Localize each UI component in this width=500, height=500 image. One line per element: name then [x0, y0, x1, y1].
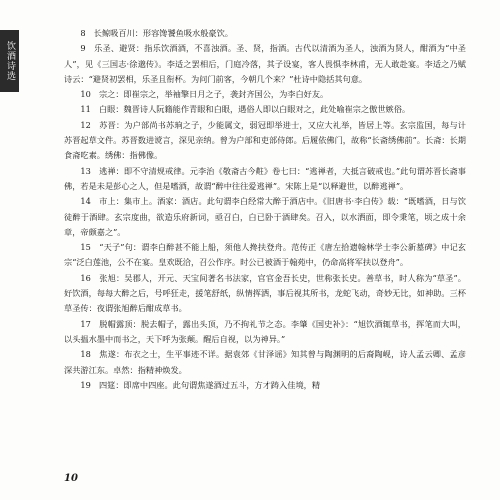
note-item: 15 “天子”句：谓李白醉甚不能上船，须他人搀扶登舟。范传正《唐左拾遗翰林学士李公新墓碑》中记玄宗“泛白莲池，公不在宴。皇欢既洽，召公作序。时公已被酒于翰苑中，仍命高将军扶以登舟”。	[64, 242, 466, 268]
note-item: 13 逃禅：即不守清规戒律。元李治《敬斋古今黈》卷七曰：“逃禅者，大抵言破戒也。”此句谓苏晋长斋事佛，若是未是彭心之人，但是嗜酒，故谓“醉中往往爱逃禅”。宋陈上是“以释避世，以醉逃禅”。	[64, 165, 466, 191]
annotation-notes	[64, 26, 466, 393]
note-item: 9 乐圣、避贤：指乐饮酒酒，不喜浊酒。圣、贤，指酒。古代以清酒为圣人，浊酒为贤人，酣酒为“中圣人”，见《三国志·徐邈传》。李适之罢相后，门庭冷落，其子设宴，客人畏惧李林甫，无人敢赴宴。李适之乃赋诗云：“避贤初罢相，乐圣且衔杯。为问门前客，今朝几个来？”杜诗中隐括其句意。	[64, 43, 466, 84]
note-item: 19 四筵：即席中四座。此句谓焦遂酒过五斗，方才踌入佳境，精	[80, 379, 321, 390]
chapter-side-tab-label: 饮酒诗选	[5, 41, 15, 81]
note-item: 18 焦遂：布衣之士，生平事迹不详。据袁郊《甘泽谣》知其曾与陶渊明的后裔陶岘，诗人孟云卿、孟彦深共游江东。卓然：指精神焕发。	[64, 349, 466, 375]
note-item: 11 白眼：魏晋诗人阮籍能作青眼和白眼，遇俗人即以白眼对之，此处喻崔宗之傲世嫉俗。	[80, 104, 411, 115]
note-item: 17 脱帽露顶：脱去帽子，露出头顶，乃不拘礼节之态。李肇《国史补》：“旭饮酒辄草书，挥笔而大叫，以头揾水墨中而书之，天下呼为张颠。醒后自视，以为神异。”	[64, 318, 466, 344]
note-item: 12 苏晋：为户部尚书苏珦之子，少能属文，弱冠即举进士，又应大礼举，皆居上等。玄宗监国，每与计苏晋起草文件。苏晋数进谠言，深见亲纳。曾为户部和吏部侍郎。后履依佛门，故称“长斋绣佛前”。长斋：长期食斋吃素。绣佛：指佛像。	[64, 119, 466, 161]
note-item: 8 长鲸吸百川：形容馋饕鱼吸水般豪饮。	[80, 28, 233, 38]
note-item: 14 市上：集市上。酒家：酒店。此句谓李白经常大醉于酒店中。《旧唐书·李白传》载：“既嗜酒，日与饮徒醉于酒肆。玄宗度曲，欲造乐府新词，亟召白，白已卧于酒肆矣。召入，以水洒面，即令秉笔，顷之成十余章，帝颇嘉之”。	[64, 196, 466, 237]
note-item: 10 宗之：即崔宗之，举袖擎日月之子，袭封齐国公，为李白好友。	[80, 89, 329, 100]
chapter-side-tab	[0, 30, 19, 92]
page-number: 10	[64, 473, 78, 484]
note-item: 16 张旭：吴郡人，开元、天宝间著名书法家，官官金吾长史，世称张长史。善草书，时人称为“草圣”。好饮酒，每每大醉之后，号呼狂走，援笔舒纸，纵情挥洒，事后视其所书，龙蛇飞动，奇妙无比，如神助。三杯草圣传：夜谓张旭醉后酣成草书。	[64, 272, 466, 314]
